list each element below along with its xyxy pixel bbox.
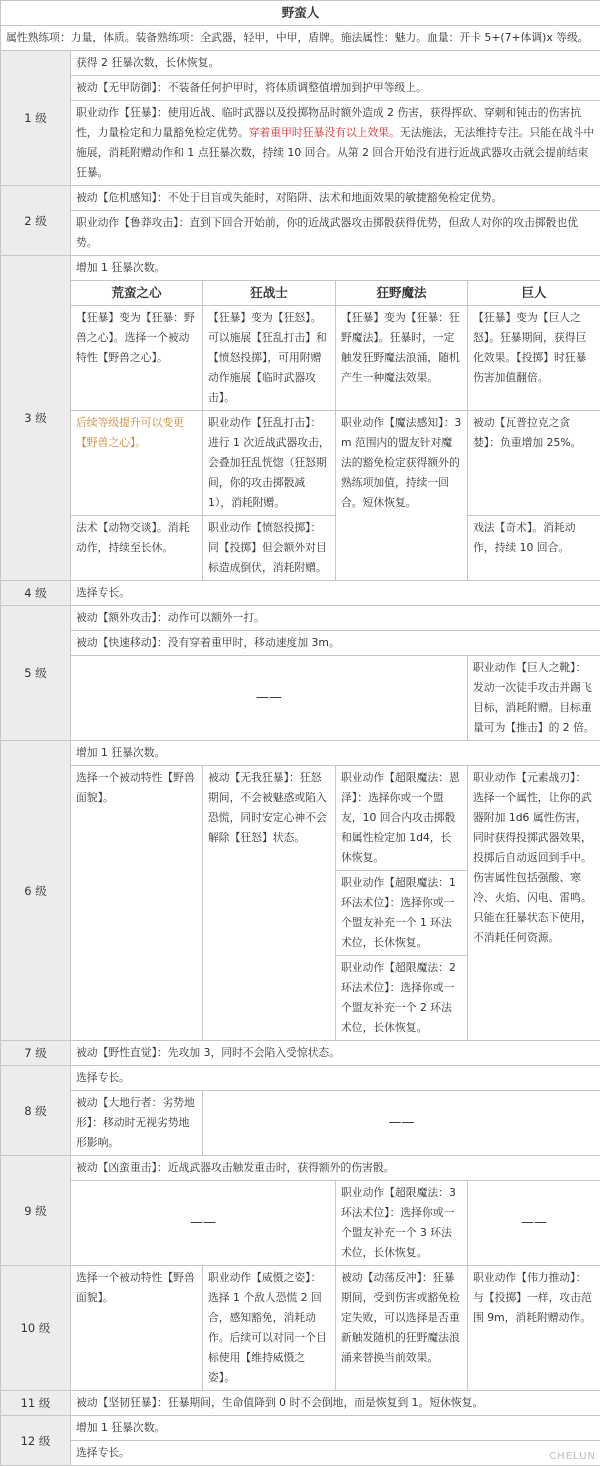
wild-magic-cell: 【狂暴】变为【狂暴：狂野魔法】。狂暴时，一定触发狂野魔法浪涌，随机产生一种魔法效果。 [336, 306, 468, 411]
level-label: 10 级 [1, 1266, 71, 1391]
level-label: 3 级 [1, 256, 71, 581]
subclass-header-wildheart: 荒蛮之心 [71, 281, 203, 306]
wild-magic-cell: 职业动作【魔法感知】：3m 范围内的盟友针对魔法的豁免检定获得额外的熟练项加值，持续一回合。短休恢复。 [336, 411, 468, 581]
level-7-row [1, 1041, 600, 1066]
giant-cell: 职业动作【元素战刃】：选择一个属性，让你的武器附加 1d6 属性伤害，同时获得投掷武器效果，投掷后自动返回到手中。伤害属性包括强酸、寒冷、火焰、闪电、雷鸣。只能在狂暴状态下使用，不消耗任何资源。 [468, 766, 600, 1041]
title-row [1, 1, 600, 26]
feature-cell: 选择专长。 [71, 1066, 600, 1091]
berserker-cell: 职业动作【愤怒投掷】：同【投掷】但会额外对目标造成倒伏，消耗附赠。 [203, 516, 336, 581]
rage-feature-cell [71, 101, 600, 186]
level-11-row [1, 1391, 600, 1416]
level-8-row [1, 1091, 600, 1156]
feature-cell: 被动【快速移动】：没有穿着重甲时，移动速度加 3m。 [71, 631, 600, 656]
berserker-cell: 【狂暴】变为【狂怒】。可以施展【狂乱打击】和【愤怒投掷】，可用附赠动作施展【临时武器攻击】。 [203, 306, 336, 411]
class-title: 野蛮人 [1, 1, 600, 26]
level-6-row [1, 741, 600, 766]
watermark: CHELUN [549, 1451, 596, 1462]
giant-cell: 【狂暴】变为【巨人之怒】。狂暴期间，获得巨化效果。【投掷】时狂暴伤害加值翻倍。 [468, 306, 600, 411]
level-label: 2 级 [1, 186, 71, 256]
level-1-row [1, 51, 600, 76]
level-label: 4 级 [1, 581, 71, 606]
giant-cell: 职业动作【巨人之靴】：发动一次徒手攻击并踢飞目标，消耗附赠。目标重量可为【推击】的 2 倍。 [468, 656, 600, 741]
level-label: 8 级 [1, 1066, 71, 1156]
level-label: 1 级 [1, 51, 71, 186]
level-9-row [1, 1181, 600, 1266]
rage-text-continued: 无法施法，无法维持专注。只能在战斗中施展，消耗附赠动作和 1 点狂暴次数，持续 10 回合。从第 2 回合开始没有进行近战武器攻击就会提前结束狂暴。 [76, 126, 594, 179]
giant-cell: 被动【瓦普拉克之贪婪】：负重增加 25%。 [468, 411, 600, 516]
level-12-row [1, 1441, 600, 1466]
feature-cell: 增加 1 狂暴次数。 [71, 256, 600, 281]
level-4-row [1, 581, 600, 606]
berserker-cell: 职业动作【威慑之姿】：选择 1 个敌人恐慌 2 回合，感知豁免，消耗动作。后续可以对同一个目标使用【维持威慑之姿】。 [203, 1266, 336, 1391]
empty-dash-cell: —— [468, 1181, 600, 1266]
feature-cell: 被动【额外攻击】：动作可以额外一打。 [71, 606, 600, 631]
feature-cell: 选择专长。 [71, 1441, 600, 1466]
level-label: 9 级 [1, 1156, 71, 1266]
level-1-row [1, 76, 600, 101]
level-label: 6 级 [1, 741, 71, 1041]
level-3-row [1, 411, 600, 516]
berserker-cell: 职业动作【狂乱打击】：进行 1 次近战武器攻击，会叠加狂乱恍惚（狂怒期间，你的攻击掷骰减 1），消耗附赠。 [203, 411, 336, 516]
feature-cell: 增加 1 狂暴次数。 [71, 741, 600, 766]
level-5-row [1, 656, 600, 741]
wild-magic-cell: 职业动作【超限魔法：1 环法术位】：选择你或一个盟友补充一个 1 环法术位，长休恢复。 [336, 871, 468, 956]
wild-magic-cell: 被动【动荡反冲】：狂暴期间，受到伤害或豁免检定失败，可以选择是否重新触发随机的狂野魔法浪涌来替换当前效果。 [336, 1266, 468, 1391]
feature-cell: 被动【野性直觉】：先攻加 3，同时不会陷入受惊状态。 [71, 1041, 600, 1066]
feature-cell: 被动【凶蛮重击】：近战武器攻击触发重击时，获得额外的伤害骰。 [71, 1156, 600, 1181]
wild-magic-cell: 职业动作【超限魔法：3 环法术位】：选择你或一个盟友补充一个 3 环法术位，长休恢复。 [336, 1181, 468, 1266]
class-attributes: 属性熟练项：力量，体质。装备熟练项：全武器，轻甲，中甲，盾牌。施法属性：魅力。血量：开卡 5+(7+体调)x 等级。 [1, 26, 600, 51]
wild-magic-cell: 职业动作【超限魔法：恩泽】：选择你或一个盟友，10 回合内攻击掷骰和属性检定加 1d4，长休恢复。 [336, 766, 468, 871]
level-6-row [1, 766, 600, 871]
feature-cell: 被动【危机感知】：不处于目盲或失能时，对陷阱、法术和地面效果的敏捷豁免检定优势。 [71, 186, 600, 211]
wildheart-cell: 选择一个被动特性【野兽面貌】。 [71, 766, 203, 1041]
wildheart-note-cell: 后续等级提升可以变更【野兽之心】。 [71, 411, 203, 516]
feature-cell: 增加 1 狂暴次数。 [71, 1416, 600, 1441]
wildheart-cell: 被动【大地行者：劣势地形】：移动时无视劣势地形影响。 [71, 1091, 203, 1156]
rage-text: 职业动作【狂暴】：使用近战、临时武器以及投掷物品时额外造成 2 伤害，获得挥砍、穿刺和钝击的伤害抗性，力量检定和力量豁免检定优势。 [76, 106, 581, 139]
level-2-row [1, 186, 600, 211]
feature-cell: 被动【无甲防御】：不装备任何护甲时，将体质调整值增加到护甲等级上。 [71, 76, 600, 101]
empty-dash-cell: —— [71, 1181, 336, 1266]
level-3-row [1, 306, 600, 411]
level-8-row [1, 1066, 600, 1091]
subclass-header-wild-magic: 狂野魔法 [336, 281, 468, 306]
level-label: 7 级 [1, 1041, 71, 1066]
feature-cell: 被动【坚韧狂暴】：狂暴期间，生命值降到 0 时不会倒地，而是恢复到 1。短休恢复。 [71, 1391, 600, 1416]
subclass-header-row [1, 281, 600, 306]
level-1-row [1, 101, 600, 186]
level-3-row [1, 516, 600, 581]
level-9-row [1, 1156, 600, 1181]
level-2-row [1, 211, 600, 256]
feature-cell: 获得 2 狂暴次数，长休恢复。 [71, 51, 600, 76]
attributes-row [1, 26, 600, 51]
empty-dash-cell: —— [203, 1091, 600, 1156]
level-label: 11 级 [1, 1391, 71, 1416]
feature-cell: 选择专长。 [71, 581, 600, 606]
level-10-row [1, 1266, 600, 1391]
wildheart-cell: 法术【动物交谈】。消耗动作，持续至长休。 [71, 516, 203, 581]
rage-heavy-armor-warning: 穿着重甲时狂暴没有以上效果。 [249, 126, 400, 139]
level-label: 12 级 [1, 1416, 71, 1466]
level-5-row [1, 606, 600, 631]
giant-cell: 戏法【奇术】。消耗动作，持续 10 回合。 [468, 516, 600, 581]
level-12-row [1, 1416, 600, 1441]
empty-dash-cell: —— [71, 656, 468, 741]
level-3-row [1, 256, 600, 281]
wild-magic-cell: 职业动作【超限魔法：2 环法术位】：选择你或一个盟友补充一个 2 环法术位，长休恢复。 [336, 956, 468, 1041]
giant-cell: 职业动作【伟力推动】：与【投掷】一样，攻击范围 9m，消耗附赠动作。 [468, 1266, 600, 1391]
wildheart-cell: 选择一个被动特性【野兽面貌】。 [71, 1266, 203, 1391]
subclass-header-berserker: 狂战士 [203, 281, 336, 306]
level-label: 5 级 [1, 606, 71, 741]
feature-cell: 职业动作【鲁莽攻击】：直到下回合开始前，你的近战武器攻击掷骰获得优势，但敌人对你的攻击掷骰也优势。 [71, 211, 600, 256]
wildheart-cell: 【狂暴】变为【狂暴：野兽之心】。选择一个被动特性【野兽之心】。 [71, 306, 203, 411]
level-5-row [1, 631, 600, 656]
subclass-header-giant: 巨人 [468, 281, 600, 306]
berserker-cell: 被动【无我狂暴】：狂怒期间，不会被魅惑或陷入恐慌，同时安定心神不会解除【狂怒】状态。 [203, 766, 336, 1041]
